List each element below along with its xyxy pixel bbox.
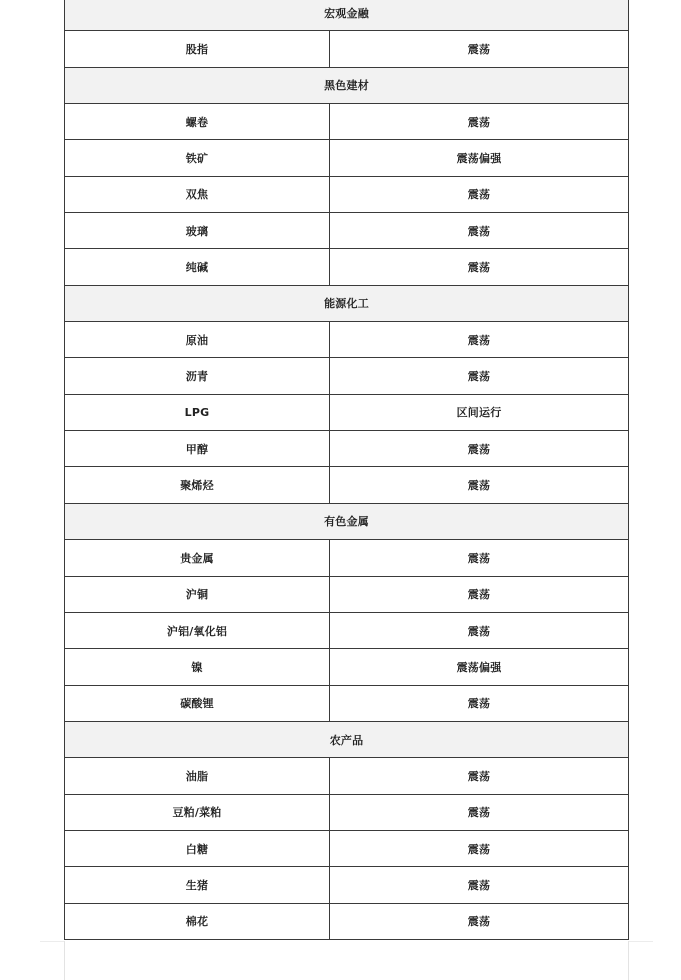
table-row	[65, 867, 629, 903]
section-title: 能源化工	[65, 285, 629, 321]
page-margin-guide-left	[64, 941, 65, 980]
commodity-name: 纯碱	[65, 249, 330, 285]
commodity-name: 聚烯烃	[65, 467, 330, 503]
trend-value: 震荡	[330, 249, 629, 285]
trend-value: 震荡	[330, 31, 629, 67]
commodity-name: 股指	[65, 31, 330, 67]
table-row	[65, 649, 629, 685]
commodity-name: 棉花	[65, 903, 330, 939]
section-header-row	[65, 67, 629, 103]
table-row	[65, 213, 629, 249]
trend-value: 震荡	[330, 867, 629, 903]
table-row	[65, 794, 629, 830]
commodity-name: 双焦	[65, 176, 330, 212]
trend-value: 震荡	[330, 758, 629, 794]
table-row	[65, 431, 629, 467]
page-margin-guide-right	[628, 941, 629, 980]
trend-value: 震荡	[330, 612, 629, 648]
trend-value: 震荡	[330, 431, 629, 467]
commodity-name: 生猪	[65, 867, 330, 903]
section-title: 宏观金融	[65, 0, 629, 31]
page-corner-mark-left	[40, 941, 64, 942]
commodity-name: 螺卷	[65, 104, 330, 140]
trend-value: 震荡	[330, 104, 629, 140]
table-row	[65, 685, 629, 721]
commodity-name: 油脂	[65, 758, 330, 794]
table-row	[65, 140, 629, 176]
trend-value: 区间运行	[330, 394, 629, 430]
page-corner-mark-right	[629, 941, 653, 942]
table-row	[65, 104, 629, 140]
commodity-name: LPG	[65, 394, 330, 430]
table-row	[65, 31, 629, 67]
section-header-row	[65, 721, 629, 757]
commodity-name: 玻璃	[65, 213, 330, 249]
commodity-name: 豆粕/菜粕	[65, 794, 330, 830]
trend-value: 震荡	[330, 467, 629, 503]
section-title: 黑色建材	[65, 67, 629, 103]
table-row	[65, 176, 629, 212]
trend-value: 震荡	[330, 540, 629, 576]
section-header-row	[65, 285, 629, 321]
table-row	[65, 758, 629, 794]
table-row	[65, 249, 629, 285]
commodity-name: 沪铜	[65, 576, 330, 612]
trend-value: 震荡	[330, 176, 629, 212]
table-row	[65, 322, 629, 358]
trend-value: 震荡	[330, 830, 629, 866]
table-row	[65, 467, 629, 503]
trend-value: 震荡	[330, 903, 629, 939]
trend-value: 震荡	[330, 794, 629, 830]
commodity-name: 沥青	[65, 358, 330, 394]
commodity-outlook-table	[64, 0, 629, 940]
commodity-name: 贵金属	[65, 540, 330, 576]
table-row	[65, 358, 629, 394]
section-header-row	[65, 0, 629, 31]
table-row	[65, 612, 629, 648]
commodity-name: 白糖	[65, 830, 330, 866]
trend-value: 震荡	[330, 322, 629, 358]
table-row	[65, 903, 629, 939]
commodity-name: 碳酸锂	[65, 685, 330, 721]
section-header-row	[65, 503, 629, 539]
commodity-name: 铁矿	[65, 140, 330, 176]
commodity-name: 沪铝/氧化铝	[65, 612, 330, 648]
trend-value: 震荡偏强	[330, 649, 629, 685]
table-row	[65, 830, 629, 866]
trend-value: 震荡	[330, 213, 629, 249]
table-row	[65, 540, 629, 576]
trend-value: 震荡	[330, 576, 629, 612]
section-title: 有色金属	[65, 503, 629, 539]
table-row	[65, 576, 629, 612]
table-row	[65, 394, 629, 430]
trend-value: 震荡	[330, 685, 629, 721]
commodity-name: 镍	[65, 649, 330, 685]
commodity-name: 甲醇	[65, 431, 330, 467]
commodity-name: 原油	[65, 322, 330, 358]
trend-value: 震荡偏强	[330, 140, 629, 176]
trend-value: 震荡	[330, 358, 629, 394]
section-title: 农产品	[65, 721, 629, 757]
